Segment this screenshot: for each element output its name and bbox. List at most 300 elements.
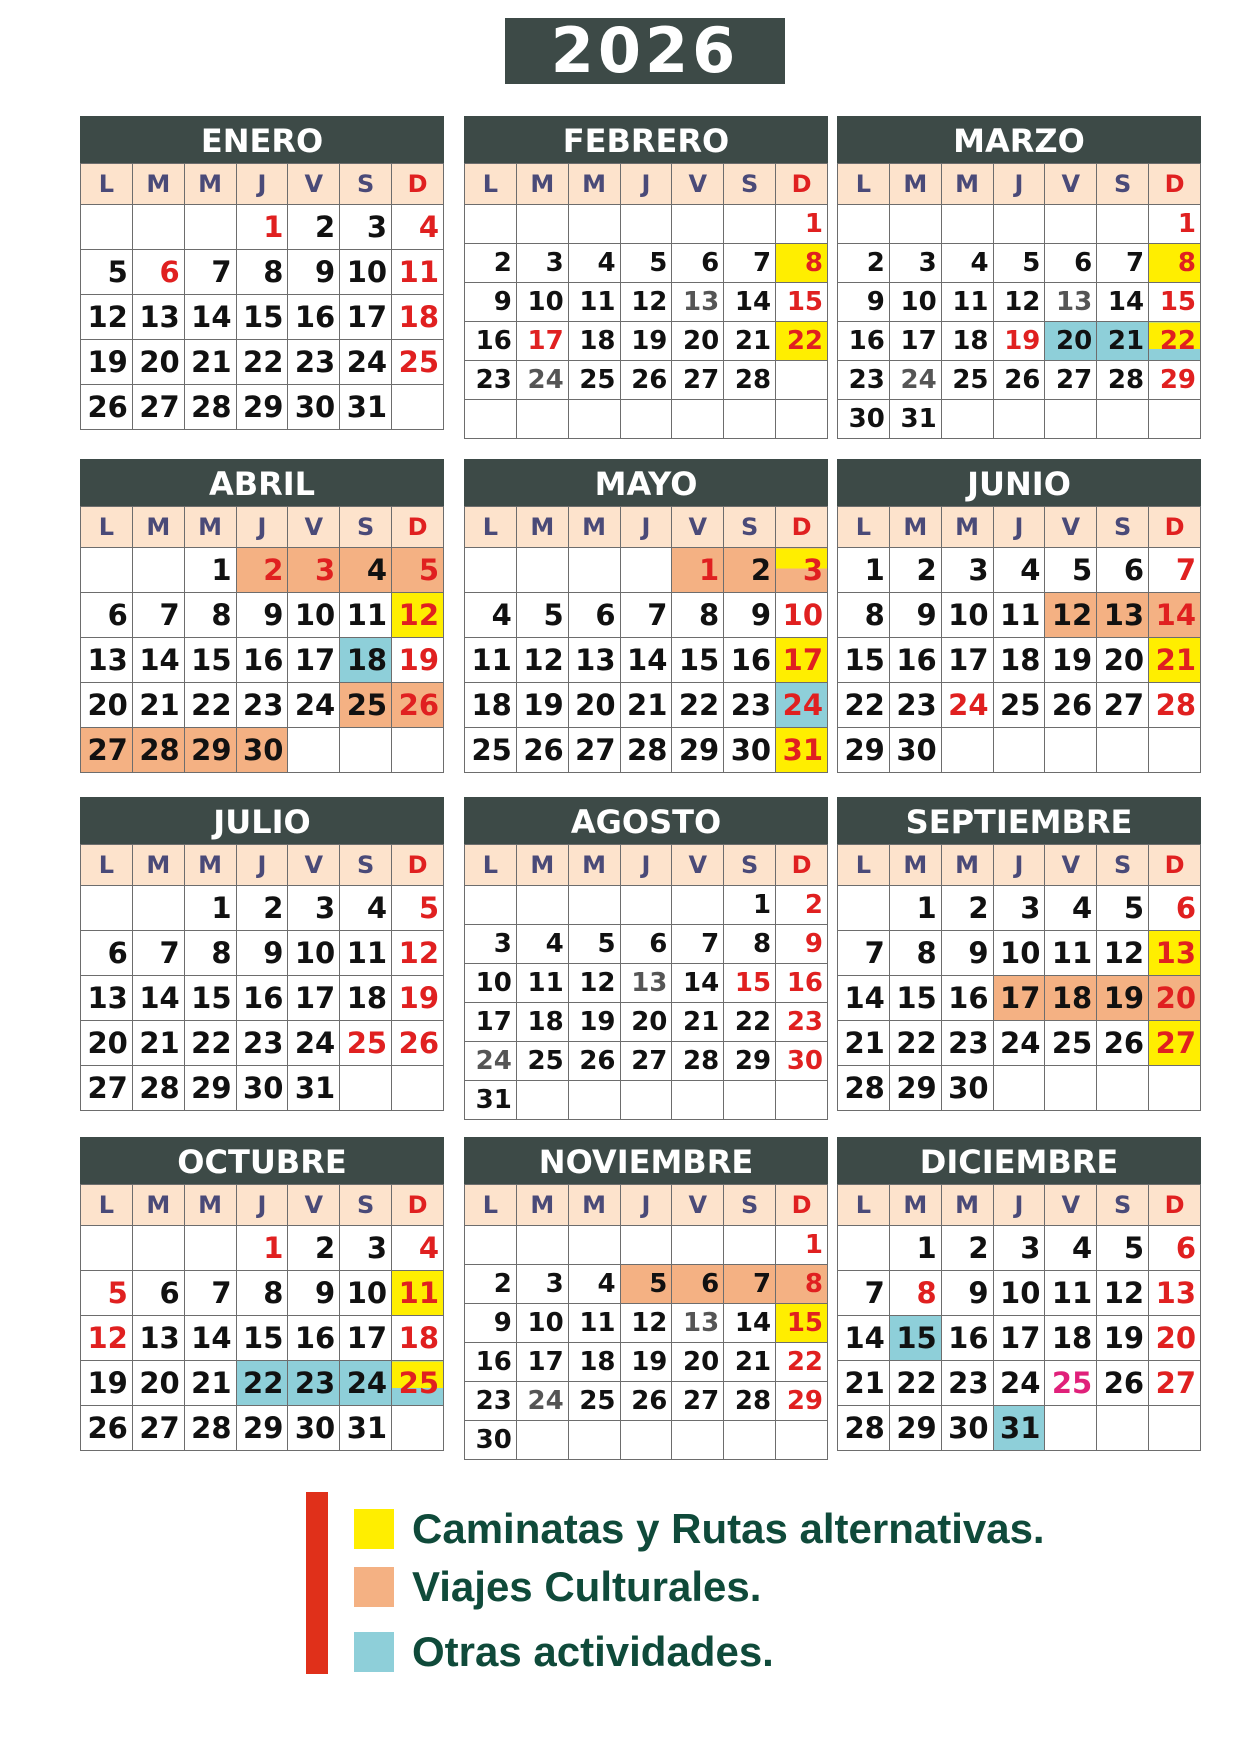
weekday-header: J	[993, 164, 1045, 205]
day-cell: 14	[724, 1304, 776, 1343]
day-cell: 16	[236, 638, 288, 683]
day-cell: 13	[132, 1316, 184, 1361]
day-cell: 26	[1097, 1361, 1149, 1406]
day-cell: 28	[1097, 361, 1149, 400]
day-cell: 27	[568, 728, 620, 773]
day-cell: 18	[465, 683, 517, 728]
week-row	[838, 638, 1201, 683]
week-row	[81, 1226, 444, 1271]
empty-cell	[941, 400, 993, 439]
week-row	[81, 250, 444, 295]
day-cell: 12	[81, 1316, 133, 1361]
day-cell: 2	[465, 1265, 517, 1304]
day-cell: 30	[941, 1066, 993, 1111]
week-row	[81, 1271, 444, 1316]
day-cell: 26	[392, 1021, 444, 1066]
week-row	[838, 976, 1201, 1021]
day-cell: 13	[1149, 1271, 1201, 1316]
day-cell: 12	[620, 1304, 672, 1343]
weekday-header: D	[1149, 507, 1201, 548]
weekday-header: J	[620, 845, 672, 886]
day-cell: 20	[1149, 976, 1201, 1021]
weekday-header: M	[132, 507, 184, 548]
day-cell: 22	[236, 340, 288, 385]
day-cell: 29	[184, 1066, 236, 1111]
empty-cell	[568, 1081, 620, 1120]
empty-cell	[1045, 400, 1097, 439]
day-cell: 24	[889, 361, 941, 400]
day-cell: 19	[81, 1361, 133, 1406]
day-cell: 18	[941, 322, 993, 361]
day-cell: 24	[288, 1021, 340, 1066]
week-row	[465, 1265, 828, 1304]
empty-cell	[184, 205, 236, 250]
day-cell: 14	[1097, 283, 1149, 322]
empty-cell	[392, 1406, 444, 1451]
day-cell: 15	[184, 638, 236, 683]
day-cell: 6	[568, 593, 620, 638]
week-row	[838, 1066, 1201, 1111]
empty-cell	[465, 400, 517, 439]
day-cell: 27	[1045, 361, 1097, 400]
day-cell: 17	[340, 1316, 392, 1361]
weekday-header: L	[465, 164, 517, 205]
weekday-header: L	[465, 507, 517, 548]
day-cell: 2	[288, 1226, 340, 1271]
weekday-header: S	[724, 164, 776, 205]
week-row	[81, 931, 444, 976]
day-cell: 6	[672, 1265, 724, 1304]
day-cell: 25	[993, 683, 1045, 728]
month-table	[837, 163, 1201, 439]
weekday-header: D	[1149, 845, 1201, 886]
day-cell: 12	[392, 593, 444, 638]
week-row	[81, 385, 444, 430]
day-cell: 4	[392, 205, 444, 250]
day-cell: 7	[184, 250, 236, 295]
day-cell: 3	[516, 244, 568, 283]
weekday-header: M	[184, 507, 236, 548]
weekday-header-row	[465, 164, 828, 205]
day-cell: 20	[672, 322, 724, 361]
week-row	[81, 1316, 444, 1361]
day-cell: 28	[184, 1406, 236, 1451]
day-cell: 16	[465, 322, 517, 361]
weekday-header: L	[81, 507, 133, 548]
empty-cell	[724, 1081, 776, 1120]
empty-cell	[620, 548, 672, 593]
weekday-header-row	[465, 507, 828, 548]
day-cell: 4	[941, 244, 993, 283]
day-cell: 1	[236, 1226, 288, 1271]
day-cell: 7	[1149, 548, 1201, 593]
day-cell: 28	[1149, 683, 1201, 728]
weekday-header: J	[620, 507, 672, 548]
day-cell: 24	[776, 683, 828, 728]
empty-cell	[724, 205, 776, 244]
empty-cell	[568, 205, 620, 244]
day-cell: 22	[184, 683, 236, 728]
week-row	[838, 1316, 1201, 1361]
weekday-header: V	[672, 845, 724, 886]
day-cell: 5	[1097, 886, 1149, 931]
day-cell: 22	[889, 1021, 941, 1066]
day-cell: 31	[340, 1406, 392, 1451]
day-cell: 15	[1149, 283, 1201, 322]
empty-cell	[993, 728, 1045, 773]
empty-cell	[1149, 1406, 1201, 1451]
empty-cell	[516, 548, 568, 593]
week-row	[81, 593, 444, 638]
day-cell: 12	[1097, 931, 1149, 976]
day-cell: 17	[889, 322, 941, 361]
weekday-header: S	[1097, 507, 1149, 548]
weekday-header: M	[568, 507, 620, 548]
day-cell: 21	[838, 1021, 890, 1066]
weekday-header: M	[516, 1185, 568, 1226]
empty-cell	[81, 548, 133, 593]
month-title: OCTUBRE	[80, 1137, 444, 1184]
day-cell: 4	[392, 1226, 444, 1271]
day-cell: 14	[620, 638, 672, 683]
weekday-header: J	[620, 1185, 672, 1226]
day-cell: 19	[620, 322, 672, 361]
day-cell: 17	[288, 976, 340, 1021]
day-cell: 3	[889, 244, 941, 283]
weekday-header-row	[838, 845, 1201, 886]
day-cell: 12	[516, 638, 568, 683]
weekday-header: M	[941, 845, 993, 886]
month-table	[837, 506, 1201, 773]
day-cell: 31	[288, 1066, 340, 1111]
empty-cell	[993, 400, 1045, 439]
day-cell: 9	[889, 593, 941, 638]
day-cell: 8	[724, 925, 776, 964]
week-row	[81, 976, 444, 1021]
legend-swatch	[354, 1567, 394, 1607]
weekday-header: V	[672, 164, 724, 205]
day-cell: 19	[392, 638, 444, 683]
day-cell: 19	[1097, 1316, 1149, 1361]
day-cell: 21	[724, 322, 776, 361]
day-cell: 24	[288, 683, 340, 728]
day-cell: 18	[568, 322, 620, 361]
month-marzo	[837, 116, 1201, 439]
day-cell: 20	[672, 1343, 724, 1382]
empty-cell	[465, 886, 517, 925]
day-cell: 11	[340, 593, 392, 638]
day-cell: 20	[1045, 322, 1097, 361]
weekday-header: L	[81, 845, 133, 886]
day-cell: 8	[236, 250, 288, 295]
day-cell: 14	[184, 295, 236, 340]
empty-cell	[776, 1081, 828, 1120]
day-cell: 23	[465, 1382, 517, 1421]
weekday-header: D	[776, 1185, 828, 1226]
weekday-header: S	[1097, 845, 1149, 886]
day-cell: 14	[1149, 593, 1201, 638]
day-cell: 28	[724, 361, 776, 400]
week-row	[465, 964, 828, 1003]
day-cell: 18	[516, 1003, 568, 1042]
empty-cell	[620, 1421, 672, 1460]
day-cell: 15	[838, 638, 890, 683]
empty-cell	[392, 1066, 444, 1111]
day-cell: 13	[1149, 931, 1201, 976]
empty-cell	[1045, 728, 1097, 773]
week-row	[465, 1343, 828, 1382]
day-cell: 4	[568, 1265, 620, 1304]
day-cell: 7	[1097, 244, 1149, 283]
day-cell: 4	[1045, 886, 1097, 931]
day-cell: 27	[132, 1406, 184, 1451]
week-row	[81, 886, 444, 931]
empty-cell	[1149, 1066, 1201, 1111]
day-cell: 31	[993, 1406, 1045, 1451]
day-cell: 27	[1097, 683, 1149, 728]
weekday-header: D	[776, 164, 828, 205]
empty-cell	[568, 400, 620, 439]
day-cell: 14	[672, 964, 724, 1003]
day-cell: 1	[838, 548, 890, 593]
week-row	[465, 400, 828, 439]
day-cell: 22	[724, 1003, 776, 1042]
day-cell: 21	[184, 340, 236, 385]
empty-cell	[81, 886, 133, 931]
day-cell: 20	[132, 340, 184, 385]
day-cell: 27	[132, 385, 184, 430]
empty-cell	[132, 886, 184, 931]
empty-cell	[776, 361, 828, 400]
day-cell: 16	[941, 976, 993, 1021]
day-cell: 13	[132, 295, 184, 340]
day-cell: 1	[889, 1226, 941, 1271]
week-row	[838, 1361, 1201, 1406]
empty-cell	[1097, 728, 1149, 773]
day-cell: 7	[838, 1271, 890, 1316]
legend-item-otras	[354, 1630, 774, 1674]
day-cell: 28	[838, 1406, 890, 1451]
empty-cell	[465, 205, 517, 244]
week-row	[838, 1226, 1201, 1271]
day-cell: 14	[184, 1316, 236, 1361]
weekday-header: S	[340, 507, 392, 548]
week-row	[465, 1081, 828, 1120]
day-cell: 1	[889, 886, 941, 931]
day-cell: 13	[568, 638, 620, 683]
day-cell: 8	[184, 931, 236, 976]
weekday-header-row	[81, 507, 444, 548]
month-abril	[80, 459, 444, 773]
day-cell: 21	[132, 1021, 184, 1066]
day-cell: 12	[620, 283, 672, 322]
day-cell: 9	[776, 925, 828, 964]
empty-cell	[516, 1081, 568, 1120]
day-cell: 3	[288, 548, 340, 593]
weekday-header: S	[724, 1185, 776, 1226]
empty-cell	[516, 1226, 568, 1265]
day-cell: 17	[993, 976, 1045, 1021]
day-cell: 1	[776, 205, 828, 244]
month-title: DICIEMBRE	[837, 1137, 1201, 1184]
day-cell: 27	[81, 728, 133, 773]
week-row	[81, 340, 444, 385]
day-cell: 19	[1097, 976, 1149, 1021]
day-cell: 18	[993, 638, 1045, 683]
weekday-header: M	[184, 164, 236, 205]
day-cell: 22	[776, 322, 828, 361]
day-cell: 7	[724, 1265, 776, 1304]
day-cell: 30	[288, 385, 340, 430]
day-cell: 4	[516, 925, 568, 964]
day-cell: 13	[1097, 593, 1149, 638]
weekday-header: S	[340, 164, 392, 205]
day-cell: 17	[465, 1003, 517, 1042]
day-cell: 18	[392, 1316, 444, 1361]
day-cell: 25	[516, 1042, 568, 1081]
empty-cell	[132, 205, 184, 250]
day-cell: 1	[776, 1226, 828, 1265]
day-cell: 7	[724, 244, 776, 283]
day-cell: 5	[516, 593, 568, 638]
day-cell: 18	[340, 976, 392, 1021]
empty-cell	[568, 1226, 620, 1265]
empty-cell	[516, 400, 568, 439]
empty-cell	[838, 886, 890, 931]
empty-cell	[1097, 1066, 1149, 1111]
day-cell: 17	[340, 295, 392, 340]
week-row	[838, 400, 1201, 439]
day-cell: 15	[672, 638, 724, 683]
empty-cell	[838, 1226, 890, 1271]
day-cell: 26	[392, 683, 444, 728]
day-cell: 16	[889, 638, 941, 683]
empty-cell	[392, 728, 444, 773]
day-cell: 26	[1097, 1021, 1149, 1066]
weekday-header: L	[838, 1185, 890, 1226]
day-cell: 20	[620, 1003, 672, 1042]
day-cell: 6	[672, 244, 724, 283]
day-cell: 6	[1045, 244, 1097, 283]
day-cell: 11	[340, 931, 392, 976]
weekday-header: M	[516, 164, 568, 205]
day-cell: 6	[1149, 886, 1201, 931]
day-cell: 21	[1097, 322, 1149, 361]
day-cell: 10	[776, 593, 828, 638]
day-cell: 3	[993, 1226, 1045, 1271]
day-cell: 2	[941, 1226, 993, 1271]
day-cell: 28	[838, 1066, 890, 1111]
month-table	[80, 844, 444, 1111]
weekday-header: M	[132, 164, 184, 205]
weekday-header: J	[236, 1185, 288, 1226]
day-cell: 25	[568, 361, 620, 400]
day-cell: 8	[889, 931, 941, 976]
day-cell: 26	[568, 1042, 620, 1081]
day-cell: 13	[672, 283, 724, 322]
weekday-header: L	[465, 1185, 517, 1226]
empty-cell	[81, 205, 133, 250]
day-cell: 6	[1149, 1226, 1201, 1271]
day-cell: 20	[1149, 1316, 1201, 1361]
weekday-header: D	[776, 507, 828, 548]
day-cell: 5	[1097, 1226, 1149, 1271]
day-cell: 27	[1149, 1361, 1201, 1406]
weekday-header: S	[724, 507, 776, 548]
weekday-header: M	[889, 507, 941, 548]
day-cell: 29	[776, 1382, 828, 1421]
weekday-header: J	[993, 1185, 1045, 1226]
week-row	[465, 728, 828, 773]
day-cell: 22	[838, 683, 890, 728]
month-febrero	[464, 116, 828, 439]
month-diciembre	[837, 1137, 1201, 1451]
weekday-header-row	[81, 845, 444, 886]
day-cell: 13	[81, 638, 133, 683]
day-cell: 18	[1045, 976, 1097, 1021]
weekday-header-row	[838, 164, 1201, 205]
month-agosto	[464, 797, 828, 1120]
day-cell: 2	[465, 244, 517, 283]
month-table	[464, 844, 828, 1120]
weekday-header-row	[81, 1185, 444, 1226]
day-cell: 1	[1149, 205, 1201, 244]
weekday-header-row	[465, 845, 828, 886]
day-cell: 3	[941, 548, 993, 593]
day-cell: 24	[993, 1361, 1045, 1406]
empty-cell	[1045, 1066, 1097, 1111]
weekday-header: V	[288, 1185, 340, 1226]
day-cell: 1	[724, 886, 776, 925]
month-julio	[80, 797, 444, 1111]
day-cell: 14	[132, 976, 184, 1021]
day-cell: 2	[776, 886, 828, 925]
empty-cell	[568, 886, 620, 925]
month-septiembre	[837, 797, 1201, 1111]
weekday-header: M	[889, 1185, 941, 1226]
day-cell: 11	[392, 250, 444, 295]
weekday-header-row	[838, 1185, 1201, 1226]
weekday-header: D	[1149, 1185, 1201, 1226]
day-cell: 5	[81, 250, 133, 295]
day-cell: 31	[340, 385, 392, 430]
week-row	[81, 728, 444, 773]
day-cell: 28	[132, 1066, 184, 1111]
day-cell: 23	[724, 683, 776, 728]
empty-cell	[672, 400, 724, 439]
empty-cell	[620, 400, 672, 439]
day-cell: 23	[288, 340, 340, 385]
day-cell: 4	[340, 548, 392, 593]
day-cell: 9	[465, 283, 517, 322]
day-cell: 10	[288, 593, 340, 638]
month-table	[80, 1184, 444, 1451]
day-cell: 5	[568, 925, 620, 964]
month-title: FEBRERO	[464, 116, 828, 163]
empty-cell	[838, 205, 890, 244]
day-cell: 27	[672, 361, 724, 400]
day-cell: 6	[132, 250, 184, 295]
day-cell: 15	[236, 1316, 288, 1361]
day-cell: 3	[516, 1265, 568, 1304]
weekday-header: V	[672, 1185, 724, 1226]
day-cell: 10	[288, 931, 340, 976]
day-cell: 2	[838, 244, 890, 283]
day-cell: 17	[993, 1316, 1045, 1361]
day-cell: 7	[184, 1271, 236, 1316]
day-cell: 3	[776, 548, 828, 593]
week-row	[81, 1021, 444, 1066]
